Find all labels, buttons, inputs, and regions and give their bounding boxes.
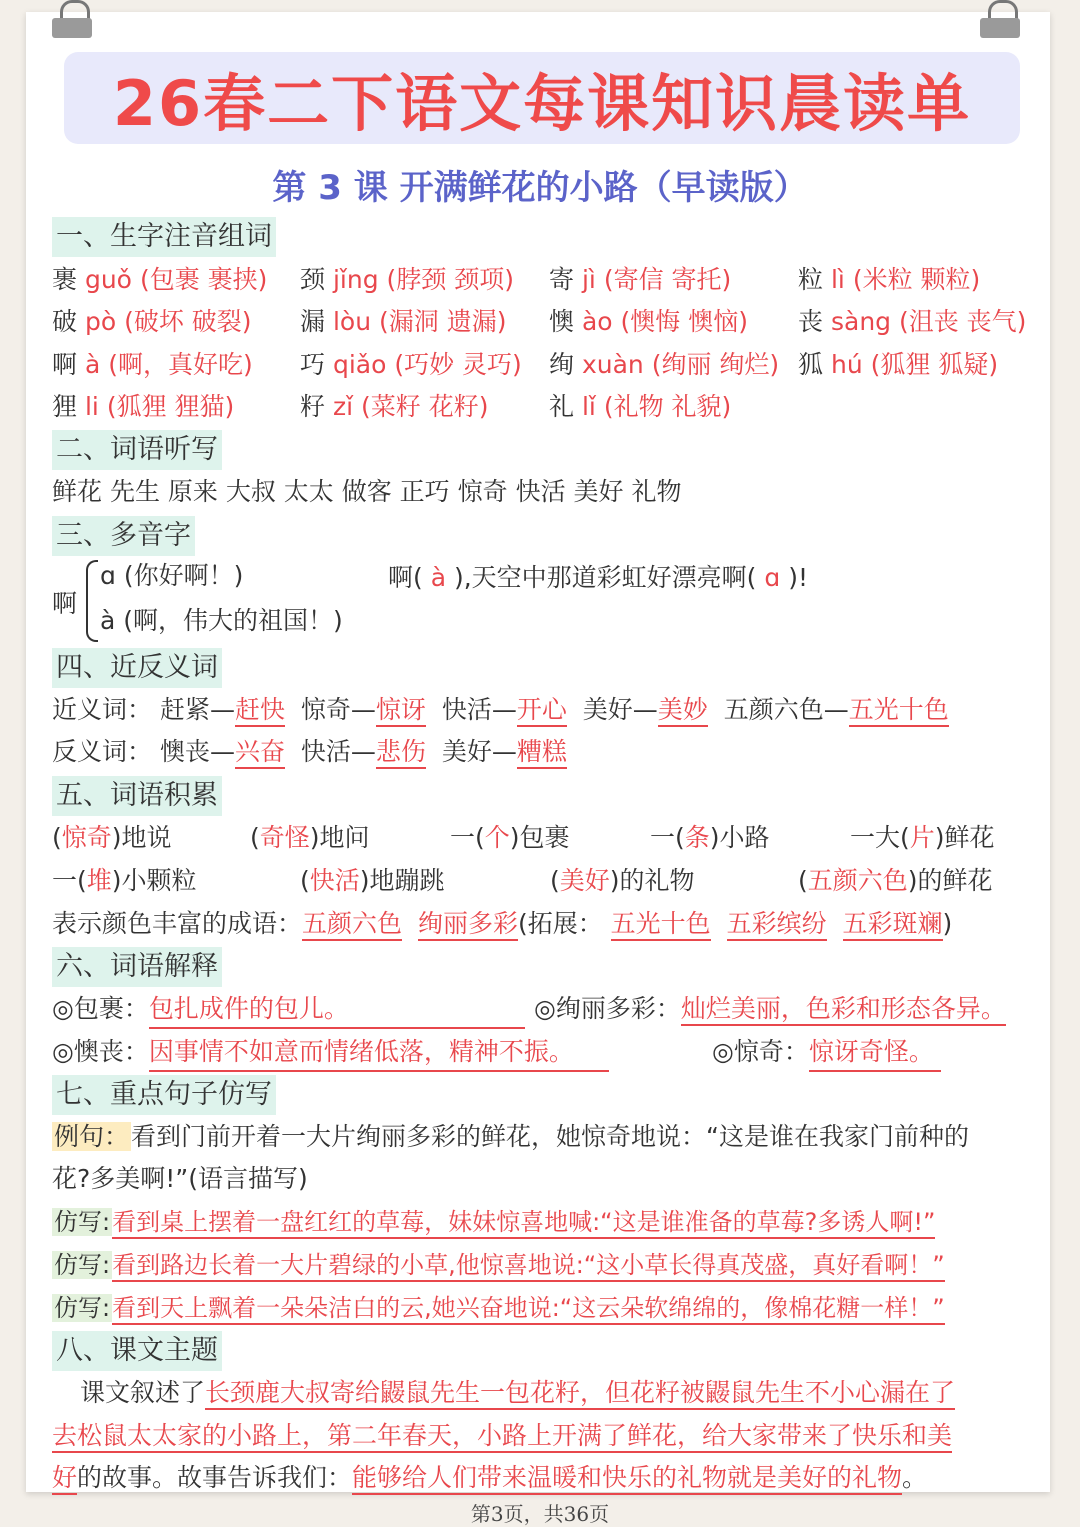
- answer: 五颜六色: [302, 909, 402, 941]
- words: (漏洞 遗漏): [379, 307, 507, 336]
- answer: 片: [909, 823, 935, 852]
- accum-item: 一(个)包裹: [450, 823, 570, 852]
- answer: 灿烂美丽，色彩和形态各异。: [681, 994, 1006, 1026]
- page-title: 26春二下语文每课知识晨读单: [112, 66, 972, 140]
- words: (菜籽 花籽): [361, 392, 489, 421]
- answer: 个: [484, 823, 510, 852]
- explain-item: ◎包裹：包扎成件的包儿。: [52, 991, 525, 1029]
- section-heading: 五、词语积累: [52, 776, 222, 816]
- answer: 赶快: [235, 695, 285, 727]
- char: 懊: [549, 307, 575, 336]
- accum-item: (奇怪)地问: [250, 823, 370, 852]
- answer: 美妙: [658, 695, 708, 727]
- theme-line: 去松鼠太太家的小路上，第二年春天，小路上开满了鲜花，给大家带来了快乐和美: [52, 1418, 952, 1454]
- answer: 五光十色: [611, 909, 711, 941]
- imitation-line: 仿写:看到桌上摆着一盘红红的草莓，妹妹惊喜地喊:“这是谁准备的草莓?多诱人啊!”: [52, 1204, 935, 1240]
- section-heading: 三、多音字: [52, 516, 195, 556]
- theme-line: 好的故事。故事告诉我们：能够给人们带来温暖和快乐的礼物就是美好的礼物。: [52, 1460, 927, 1496]
- explain-item: ◎懊丧：因事情不如意而情绪低落，精神不振。: [52, 1034, 609, 1072]
- words: (狐狸 狐疑): [870, 350, 999, 379]
- pinyin: lǐ: [581, 392, 596, 421]
- pinyin: pò: [84, 307, 117, 336]
- char-entry: [52, 262, 267, 298]
- char: 漏: [300, 307, 326, 336]
- answer: 惊奇: [61, 823, 112, 852]
- synonym-row: 近义词： 赶紧—赶快 惊奇—惊讶 快活—开心 美好—美妙 五颜六色—五光十色: [52, 692, 949, 728]
- words: (脖颈 颈项): [386, 265, 514, 294]
- answer: 五彩斑斓: [843, 909, 943, 941]
- color-idiom-row: 表示颜色丰富的成语：五颜六色 绚丽多彩(拓展： 五光十色 五彩缤纷 五彩斑斓): [52, 906, 952, 942]
- accum-item: (快活)地蹦跳: [300, 866, 445, 895]
- char: 寄: [549, 265, 575, 294]
- pinyin: guǒ: [84, 265, 132, 294]
- section-heading: 八、课文主题: [52, 1331, 222, 1371]
- words: (巧妙 灵巧): [394, 350, 522, 379]
- char: 籽: [300, 392, 326, 421]
- polyphone-reading: ɑ (你好啊！): [100, 561, 244, 590]
- answer: 五颜六色: [807, 866, 908, 895]
- words: (礼物 礼貌): [603, 392, 732, 421]
- answer: 条: [684, 823, 710, 852]
- imitation-line: 仿写:看到天上飘着一朵朵洁白的云,她兴奋地说:“这云朵软绵绵的，像棉花糖一样！”: [52, 1290, 945, 1326]
- char-entry: [300, 389, 488, 425]
- pinyin: lòu: [332, 307, 372, 336]
- answer: 兴奋: [235, 737, 285, 769]
- char: 绚: [549, 350, 575, 379]
- answer: 堆: [86, 866, 112, 895]
- title-banner: [64, 52, 1020, 144]
- words: (懊悔 懊恼): [620, 307, 749, 336]
- char: 狐: [798, 350, 824, 379]
- char-entry: [300, 347, 522, 383]
- char: 破: [52, 307, 78, 336]
- answer: 五彩缤纷: [727, 909, 827, 941]
- answer: 惊讶: [376, 695, 426, 727]
- lesson-subtitle: 第 3 课 开满鲜花的小路（早读版）: [272, 168, 808, 208]
- answer: 包扎成件的包儿。: [149, 991, 525, 1029]
- pinyin: jǐng: [332, 265, 379, 294]
- answer: 快活: [309, 866, 360, 895]
- answer: 五光十色: [849, 695, 949, 727]
- pinyin: qiǎo: [332, 350, 387, 379]
- pinyin: lì: [830, 265, 845, 294]
- char: 裹: [52, 265, 78, 294]
- section-heading: 四、近反义词: [52, 648, 222, 688]
- imitation-label: 仿写:: [54, 1294, 111, 1322]
- pinyin: sàng: [830, 307, 892, 336]
- char: 丧: [798, 307, 824, 336]
- accum-item: 一(堆)小颗粒: [52, 866, 197, 895]
- answer: 奇怪: [259, 823, 310, 852]
- page-number: 第3页，共36页: [470, 1502, 610, 1526]
- words: (米粒 颗粒): [852, 265, 981, 294]
- explain-item: ◎绚丽多彩：灿烂美丽，色彩和形态各异。: [534, 991, 1006, 1027]
- polyphone-char: 啊: [52, 589, 78, 618]
- pinyin: hú: [830, 350, 863, 379]
- pinyin: xuàn: [581, 350, 644, 379]
- answer: à: [422, 563, 454, 592]
- char: 颈: [300, 265, 326, 294]
- example-sentence: 例句：看到门前开着一大片绚丽多彩的鲜花，她惊奇地说：“这是谁在我家门前种的: [54, 1122, 969, 1151]
- answer: 绚丽多彩: [418, 909, 518, 941]
- answer: ɑ: [756, 563, 789, 592]
- accum-item: (美好)的礼物: [550, 866, 695, 895]
- binder-clip-icon: [52, 0, 92, 44]
- char: 巧: [300, 350, 326, 379]
- char-entry: [52, 389, 234, 425]
- imitation-line: 仿写:看到路边长着一大片碧绿的小草,他惊喜地说:“这小草长得真茂盛，真好看啊！”: [52, 1247, 945, 1283]
- char-entry: [549, 304, 748, 340]
- dictation-words: 鲜花 先生 原来 大叔 太太 做客 正巧 惊奇 快活 美好 礼物: [52, 477, 682, 506]
- answer: 因事情不如意而情绪低落，精神不振。: [149, 1034, 609, 1072]
- section-heading: 二、词语听写: [52, 430, 222, 470]
- section-heading: 七、重点句子仿写: [52, 1075, 276, 1115]
- pinyin: à: [84, 350, 101, 379]
- polyphone-example: 啊( à ),天空中那道彩虹好漂亮啊( ɑ )!: [388, 563, 808, 592]
- imitation-label: 仿写:: [54, 1208, 111, 1236]
- polyphone-reading: à (啊，伟大的祖国！): [100, 606, 343, 635]
- char-entry: [300, 262, 514, 298]
- answer: 悲伤: [376, 737, 426, 769]
- words: (沮丧 丧气): [898, 307, 1027, 336]
- example-label: 例句：: [54, 1122, 130, 1151]
- answer: 糟糕: [517, 737, 567, 769]
- answer: 美好: [559, 866, 610, 895]
- pinyin: ào: [581, 307, 613, 336]
- section-heading: 一、生字注音组词: [52, 217, 276, 257]
- words: (包裹 裹挟): [139, 265, 268, 294]
- accum-item: (惊奇)地说: [52, 823, 172, 852]
- imitation-label: 仿写:: [54, 1251, 111, 1279]
- words: (寄信 寄托): [603, 265, 732, 294]
- explain-item: ◎惊奇：惊讶奇怪。: [712, 1034, 941, 1072]
- char-entry: [549, 262, 731, 298]
- accum-item: 一(条)小路: [650, 823, 770, 852]
- section-heading: 六、词语解释: [52, 947, 222, 987]
- pinyin: zǐ: [332, 392, 354, 421]
- answer: 开心: [517, 695, 567, 727]
- char-entry: [52, 304, 252, 340]
- binder-clip-icon: [980, 0, 1020, 44]
- words: (破坏 破裂): [124, 307, 252, 336]
- theme-line: 课文叙述了长颈鹿大叔寄给鼹鼠先生一包花籽，但花籽被鼹鼠先生不小心漏在了: [80, 1375, 955, 1411]
- char-entry: [798, 262, 980, 298]
- brace-icon: [86, 560, 98, 642]
- accum-item: 一大(片)鲜花: [850, 823, 995, 852]
- char: 啊: [52, 350, 78, 379]
- words: (狐狸 狸猫): [106, 392, 235, 421]
- char-entry: [798, 347, 998, 383]
- char: 狸: [52, 392, 78, 421]
- char-entry: [798, 304, 1026, 340]
- pinyin: li: [84, 392, 99, 421]
- answer: 惊讶奇怪。: [809, 1034, 941, 1072]
- char: 礼: [549, 392, 575, 421]
- example-sentence-cont: 花?多美啊!”(语言描写): [52, 1164, 308, 1193]
- char-entry: [549, 347, 779, 383]
- pinyin: jì: [581, 265, 596, 294]
- char-entry: [300, 304, 506, 340]
- char-entry: [52, 347, 253, 383]
- char-entry: [549, 389, 731, 425]
- char: 粒: [798, 265, 824, 294]
- words: (绚丽 绚烂): [651, 350, 780, 379]
- antonym-row: 反义词： 懊丧—兴奋 快活—悲伤 美好—糟糕: [52, 734, 567, 770]
- accum-item: (五颜六色)的鲜花: [798, 866, 993, 895]
- words: (啊，真好吃): [108, 350, 253, 379]
